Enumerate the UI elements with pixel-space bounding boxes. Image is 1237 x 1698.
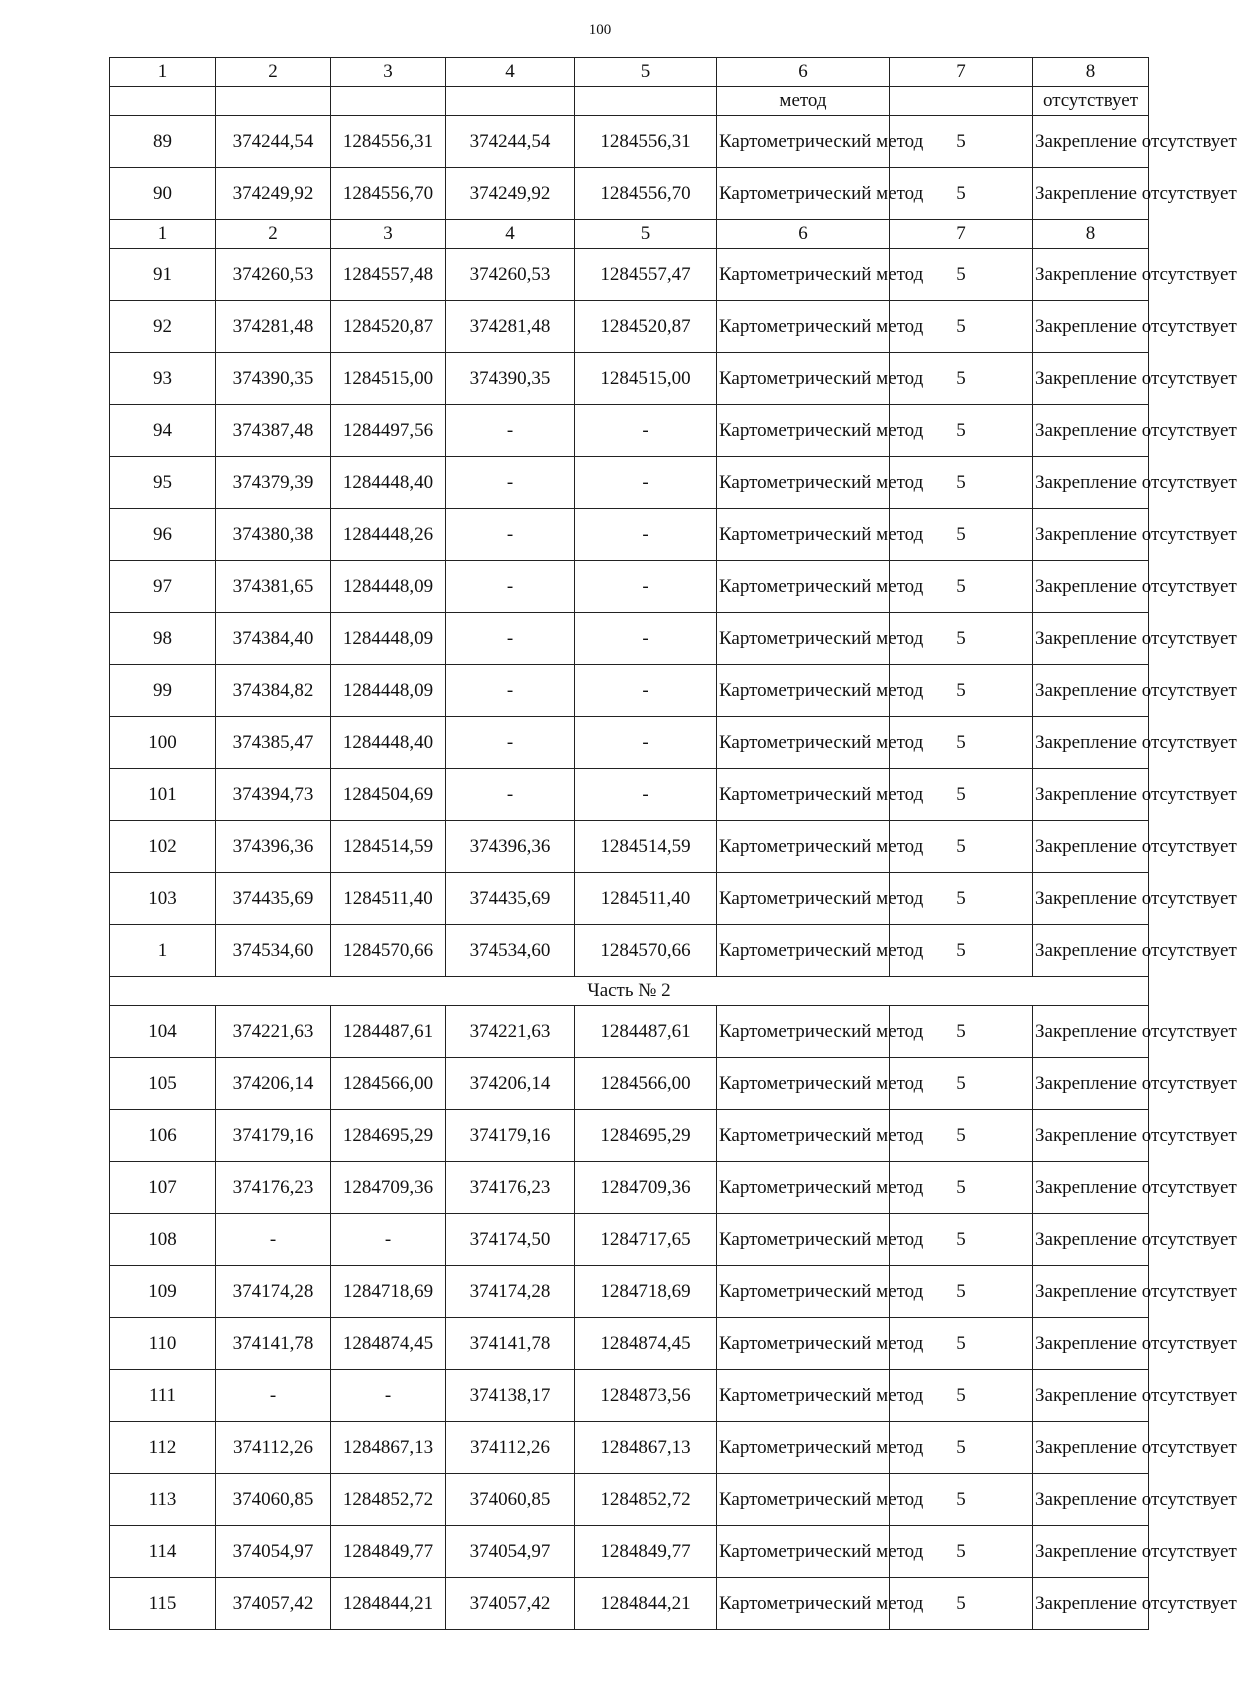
point-number-cell: 90 <box>110 168 216 220</box>
y-coordinate-cell: 1284849,77 <box>331 1526 446 1578</box>
y-coordinate-cell: 1284511,40 <box>575 873 717 925</box>
fixation-cell: Закрепление отсутствует <box>1033 301 1149 353</box>
table-row <box>110 821 1149 873</box>
y-coordinate-cell: 1284844,21 <box>575 1578 717 1630</box>
x-coordinate-cell: 374385,47 <box>216 717 331 769</box>
y-coordinate-cell: 1284695,29 <box>575 1110 717 1162</box>
x-coordinate-cell: 374384,82 <box>216 665 331 717</box>
continuation-cell: отсутствует <box>1033 87 1149 116</box>
point-number-cell: 94 <box>110 405 216 457</box>
method-cell: Картометрический метод <box>717 561 890 613</box>
fixation-cell: Закрепление отсутствует <box>1033 613 1149 665</box>
x-coordinate-cell: 374384,40 <box>216 613 331 665</box>
table-row <box>110 613 1149 665</box>
point-number-cell: 112 <box>110 1422 216 1474</box>
y-coordinate-cell: 1284556,70 <box>331 168 446 220</box>
fixation-cell: Закрепление отсутствует <box>1033 1422 1149 1474</box>
fixation-cell: Закрепление отсутствует <box>1033 1006 1149 1058</box>
accuracy-cell: 5 <box>890 168 1033 220</box>
point-number-cell: 95 <box>110 457 216 509</box>
coordinates-table <box>109 57 1237 1630</box>
y-coordinate-cell: - <box>575 509 717 561</box>
point-number-cell: 111 <box>110 1370 216 1422</box>
coordinates-table-body <box>110 58 1237 1630</box>
fixation-cell: Закрепление отсутствует <box>1033 1318 1149 1370</box>
y-coordinate-cell: 1284448,40 <box>331 457 446 509</box>
point-number-cell: 103 <box>110 873 216 925</box>
x-coordinate-cell: 374206,14 <box>216 1058 331 1110</box>
y-coordinate-cell: 1284709,36 <box>575 1162 717 1214</box>
x-coordinate-cell: 374112,26 <box>446 1422 575 1474</box>
y-coordinate-cell: - <box>575 613 717 665</box>
accuracy-cell: 5 <box>890 457 1033 509</box>
method-cell: Картометрический метод <box>717 821 890 873</box>
accuracy-cell: 5 <box>890 873 1033 925</box>
x-coordinate-cell: 374057,42 <box>446 1578 575 1630</box>
x-coordinate-cell: 374141,78 <box>216 1318 331 1370</box>
accuracy-cell: 5 <box>890 405 1033 457</box>
y-coordinate-cell: 1284520,87 <box>575 301 717 353</box>
fixation-cell: Закрепление отсутствует <box>1033 1058 1149 1110</box>
column-number-cell: 8 <box>1033 58 1149 87</box>
y-coordinate-cell: - <box>575 561 717 613</box>
method-cell: Картометрический метод <box>717 1422 890 1474</box>
x-coordinate-cell: - <box>446 509 575 561</box>
y-coordinate-cell: 1284514,59 <box>331 821 446 873</box>
column-number-cell: 5 <box>575 58 717 87</box>
column-number-cell: 2 <box>216 220 331 249</box>
x-coordinate-cell: 374176,23 <box>446 1162 575 1214</box>
point-number-cell: 101 <box>110 769 216 821</box>
accuracy-cell: 5 <box>890 249 1033 301</box>
column-number-cell: 2 <box>216 58 331 87</box>
x-coordinate-cell: 374249,92 <box>446 168 575 220</box>
point-number-cell: 104 <box>110 1006 216 1058</box>
x-coordinate-cell: 374060,85 <box>216 1474 331 1526</box>
y-coordinate-cell: 1284867,13 <box>331 1422 446 1474</box>
column-number-cell: 6 <box>717 220 890 249</box>
fixation-cell: Закрепление отсутствует <box>1033 925 1149 977</box>
y-coordinate-cell: 1284504,69 <box>331 769 446 821</box>
y-coordinate-cell: - <box>575 717 717 769</box>
x-coordinate-cell: - <box>446 665 575 717</box>
x-coordinate-cell: - <box>216 1370 331 1422</box>
point-number-cell: 93 <box>110 353 216 405</box>
accuracy-cell: 5 <box>890 1214 1033 1266</box>
column-number-cell: 7 <box>890 220 1033 249</box>
point-number-cell: 108 <box>110 1214 216 1266</box>
y-coordinate-cell: - <box>331 1370 446 1422</box>
fixation-cell: Закрепление отсутствует <box>1033 561 1149 613</box>
column-number-cell: 1 <box>110 58 216 87</box>
y-coordinate-cell: 1284849,77 <box>575 1526 717 1578</box>
fixation-cell: Закрепление отсутствует <box>1033 168 1149 220</box>
method-cell: Картометрический метод <box>717 925 890 977</box>
y-coordinate-cell: 1284515,00 <box>331 353 446 405</box>
method-cell: Картометрический метод <box>717 457 890 509</box>
x-coordinate-cell: 374174,28 <box>446 1266 575 1318</box>
point-number-cell: 109 <box>110 1266 216 1318</box>
method-cell: Картометрический метод <box>717 769 890 821</box>
x-coordinate-cell: 374221,63 <box>446 1006 575 1058</box>
y-coordinate-cell: 1284874,45 <box>575 1318 717 1370</box>
accuracy-cell: 5 <box>890 1474 1033 1526</box>
fixation-cell: Закрепление отсутствует <box>1033 1474 1149 1526</box>
continuation-row <box>110 87 1149 116</box>
fixation-cell: Закрепление отсутствует <box>1033 1110 1149 1162</box>
y-coordinate-cell: 1284566,00 <box>331 1058 446 1110</box>
point-number-cell: 110 <box>110 1318 216 1370</box>
point-number-cell: 102 <box>110 821 216 873</box>
accuracy-cell: 5 <box>890 1526 1033 1578</box>
column-number-cell: 4 <box>446 58 575 87</box>
x-coordinate-cell: - <box>446 457 575 509</box>
column-number-row <box>110 58 1149 87</box>
fixation-cell: Закрепление отсутствует <box>1033 665 1149 717</box>
column-number-row-repeat <box>110 220 1149 249</box>
y-coordinate-cell: 1284487,61 <box>331 1006 446 1058</box>
section-label: Часть № 2 <box>110 977 1149 1006</box>
continuation-cell <box>110 87 216 116</box>
x-coordinate-cell: 374380,38 <box>216 509 331 561</box>
continuation-cell <box>331 87 446 116</box>
fixation-cell: Закрепление отсутствует <box>1033 509 1149 561</box>
x-coordinate-cell: 374112,26 <box>216 1422 331 1474</box>
table-row <box>110 353 1149 405</box>
method-cell: Картометрический метод <box>717 168 890 220</box>
fixation-cell: Закрепление отсутствует <box>1033 405 1149 457</box>
method-cell: Картометрический метод <box>717 1370 890 1422</box>
accuracy-cell: 5 <box>890 1318 1033 1370</box>
x-coordinate-cell: - <box>446 613 575 665</box>
table-row <box>110 116 1149 168</box>
table-row <box>110 665 1149 717</box>
x-coordinate-cell: 374281,48 <box>446 301 575 353</box>
column-number-cell: 5 <box>575 220 717 249</box>
table-row <box>110 1006 1149 1058</box>
x-coordinate-cell: 374179,16 <box>446 1110 575 1162</box>
table-row <box>110 509 1149 561</box>
y-coordinate-cell: 1284448,09 <box>331 561 446 613</box>
method-cell: Картометрический метод <box>717 1526 890 1578</box>
x-coordinate-cell: 374179,16 <box>216 1110 331 1162</box>
table-row <box>110 1110 1149 1162</box>
method-cell: Картометрический метод <box>717 1110 890 1162</box>
table-row <box>110 1526 1149 1578</box>
y-coordinate-cell: 1284718,69 <box>575 1266 717 1318</box>
y-coordinate-cell: 1284448,26 <box>331 509 446 561</box>
x-coordinate-cell: 374534,60 <box>216 925 331 977</box>
point-number-cell: 97 <box>110 561 216 613</box>
x-coordinate-cell: 374206,14 <box>446 1058 575 1110</box>
column-number-cell: 8 <box>1033 220 1149 249</box>
x-coordinate-cell: - <box>216 1214 331 1266</box>
column-number-cell: 3 <box>331 58 446 87</box>
y-coordinate-cell: 1284873,56 <box>575 1370 717 1422</box>
table-row <box>110 1370 1149 1422</box>
method-cell: Картометрический метод <box>717 353 890 405</box>
table-row <box>110 873 1149 925</box>
method-cell: Картометрический метод <box>717 1578 890 1630</box>
method-cell: Картометрический метод <box>717 665 890 717</box>
y-coordinate-cell: 1284487,61 <box>575 1006 717 1058</box>
y-coordinate-cell: 1284511,40 <box>331 873 446 925</box>
x-coordinate-cell: 374054,97 <box>216 1526 331 1578</box>
method-cell: Картометрический метод <box>717 405 890 457</box>
table-row <box>110 561 1149 613</box>
y-coordinate-cell: 1284718,69 <box>331 1266 446 1318</box>
continuation-cell: метод <box>717 87 890 116</box>
table-row <box>110 405 1149 457</box>
table-row <box>110 1214 1149 1266</box>
fixation-cell: Закрепление отсутствует <box>1033 1266 1149 1318</box>
method-cell: Картометрический метод <box>717 717 890 769</box>
y-coordinate-cell: 1284709,36 <box>331 1162 446 1214</box>
point-number-cell: 105 <box>110 1058 216 1110</box>
accuracy-cell: 5 <box>890 769 1033 821</box>
accuracy-cell: 5 <box>890 1162 1033 1214</box>
y-coordinate-cell: 1284570,66 <box>575 925 717 977</box>
table-row <box>110 1266 1149 1318</box>
x-coordinate-cell: 374260,53 <box>216 249 331 301</box>
x-coordinate-cell: 374534,60 <box>446 925 575 977</box>
point-number-cell: 98 <box>110 613 216 665</box>
column-number-cell: 4 <box>446 220 575 249</box>
x-coordinate-cell: 374260,53 <box>446 249 575 301</box>
fixation-cell: Закрепление отсутствует <box>1033 717 1149 769</box>
accuracy-cell: 5 <box>890 821 1033 873</box>
fixation-cell: Закрепление отсутствует <box>1033 457 1149 509</box>
y-coordinate-cell: - <box>575 457 717 509</box>
y-coordinate-cell: 1284867,13 <box>575 1422 717 1474</box>
y-coordinate-cell: 1284557,47 <box>575 249 717 301</box>
y-coordinate-cell: 1284556,70 <box>575 168 717 220</box>
method-cell: Картометрический метод <box>717 1214 890 1266</box>
x-coordinate-cell: - <box>446 561 575 613</box>
point-number-cell: 89 <box>110 116 216 168</box>
table-row <box>110 769 1149 821</box>
y-coordinate-cell: 1284448,09 <box>331 613 446 665</box>
accuracy-cell: 5 <box>890 353 1033 405</box>
x-coordinate-cell: 374221,63 <box>216 1006 331 1058</box>
fixation-cell: Закрепление отсутствует <box>1033 821 1149 873</box>
accuracy-cell: 5 <box>890 561 1033 613</box>
x-coordinate-cell: 374138,17 <box>446 1370 575 1422</box>
table-row <box>110 925 1149 977</box>
accuracy-cell: 5 <box>890 925 1033 977</box>
x-coordinate-cell: 374057,42 <box>216 1578 331 1630</box>
x-coordinate-cell: 374244,54 <box>446 116 575 168</box>
y-coordinate-cell: - <box>575 769 717 821</box>
x-coordinate-cell: 374244,54 <box>216 116 331 168</box>
y-coordinate-cell: 1284520,87 <box>331 301 446 353</box>
point-number-cell: 106 <box>110 1110 216 1162</box>
x-coordinate-cell: 374141,78 <box>446 1318 575 1370</box>
point-number-cell: 115 <box>110 1578 216 1630</box>
x-coordinate-cell: 374249,92 <box>216 168 331 220</box>
accuracy-cell: 5 <box>890 717 1033 769</box>
fixation-cell: Закрепление отсутствует <box>1033 873 1149 925</box>
x-coordinate-cell: 374060,85 <box>446 1474 575 1526</box>
column-number-cell: 1 <box>110 220 216 249</box>
y-coordinate-cell: - <box>331 1214 446 1266</box>
table-row <box>110 1422 1149 1474</box>
x-coordinate-cell: 374174,50 <box>446 1214 575 1266</box>
table-row <box>110 1578 1149 1630</box>
accuracy-cell: 5 <box>890 1110 1033 1162</box>
column-number-cell: 7 <box>890 58 1033 87</box>
method-cell: Картометрический метод <box>717 1318 890 1370</box>
accuracy-cell: 5 <box>890 301 1033 353</box>
column-number-cell: 3 <box>331 220 446 249</box>
fixation-cell: Закрепление отсутствует <box>1033 249 1149 301</box>
accuracy-cell: 5 <box>890 116 1033 168</box>
method-cell: Картометрический метод <box>717 873 890 925</box>
y-coordinate-cell: 1284844,21 <box>331 1578 446 1630</box>
y-coordinate-cell: 1284695,29 <box>331 1110 446 1162</box>
accuracy-cell: 5 <box>890 1370 1033 1422</box>
x-coordinate-cell: 374379,39 <box>216 457 331 509</box>
accuracy-cell: 5 <box>890 1578 1033 1630</box>
x-coordinate-cell: 374435,69 <box>216 873 331 925</box>
table-row <box>110 1162 1149 1214</box>
y-coordinate-cell: 1284852,72 <box>331 1474 446 1526</box>
method-cell: Картометрический метод <box>717 1058 890 1110</box>
method-cell: Картометрический метод <box>717 301 890 353</box>
fixation-cell: Закрепление отсутствует <box>1033 353 1149 405</box>
x-coordinate-cell: 374435,69 <box>446 873 575 925</box>
x-coordinate-cell: 374281,48 <box>216 301 331 353</box>
accuracy-cell: 5 <box>890 613 1033 665</box>
table-row <box>110 168 1149 220</box>
point-number-cell: 107 <box>110 1162 216 1214</box>
y-coordinate-cell: - <box>575 665 717 717</box>
point-number-cell: 100 <box>110 717 216 769</box>
point-number-cell: 91 <box>110 249 216 301</box>
method-cell: Картометрический метод <box>717 1474 890 1526</box>
table-row <box>110 301 1149 353</box>
y-coordinate-cell: 1284448,09 <box>331 665 446 717</box>
accuracy-cell: 5 <box>890 665 1033 717</box>
method-cell: Картометрический метод <box>717 116 890 168</box>
point-number-cell: 113 <box>110 1474 216 1526</box>
x-coordinate-cell: 374381,65 <box>216 561 331 613</box>
y-coordinate-cell: - <box>575 405 717 457</box>
method-cell: Картометрический метод <box>717 613 890 665</box>
point-number-cell: 99 <box>110 665 216 717</box>
y-coordinate-cell: 1284497,56 <box>331 405 446 457</box>
method-cell: Картометрический метод <box>717 1006 890 1058</box>
table-row <box>110 1318 1149 1370</box>
x-coordinate-cell: - <box>446 405 575 457</box>
fixation-cell: Закрепление отсутствует <box>1033 1370 1149 1422</box>
fixation-cell: Закрепление отсутствует <box>1033 769 1149 821</box>
table-row <box>110 249 1149 301</box>
accuracy-cell: 5 <box>890 1058 1033 1110</box>
y-coordinate-cell: 1284717,65 <box>575 1214 717 1266</box>
y-coordinate-cell: 1284557,48 <box>331 249 446 301</box>
y-coordinate-cell: 1284852,72 <box>575 1474 717 1526</box>
y-coordinate-cell: 1284515,00 <box>575 353 717 405</box>
y-coordinate-cell: 1284570,66 <box>331 925 446 977</box>
fixation-cell: Закрепление отсутствует <box>1033 1162 1149 1214</box>
point-number-cell: 114 <box>110 1526 216 1578</box>
x-coordinate-cell: - <box>446 769 575 821</box>
accuracy-cell: 5 <box>890 1266 1033 1318</box>
y-coordinate-cell: 1284448,40 <box>331 717 446 769</box>
y-coordinate-cell: 1284556,31 <box>575 116 717 168</box>
fixation-cell: Закрепление отсутствует <box>1033 1578 1149 1630</box>
accuracy-cell: 5 <box>890 1422 1033 1474</box>
y-coordinate-cell: 1284874,45 <box>331 1318 446 1370</box>
fixation-cell: Закрепление отсутствует <box>1033 1214 1149 1266</box>
method-cell: Картометрический метод <box>717 509 890 561</box>
x-coordinate-cell: 374394,73 <box>216 769 331 821</box>
y-coordinate-cell: 1284556,31 <box>331 116 446 168</box>
continuation-cell <box>216 87 331 116</box>
x-coordinate-cell: 374396,36 <box>446 821 575 873</box>
x-coordinate-cell: 374390,35 <box>446 353 575 405</box>
point-number-cell: 92 <box>110 301 216 353</box>
fixation-cell: Закрепление отсутствует <box>1033 116 1149 168</box>
x-coordinate-cell: 374387,48 <box>216 405 331 457</box>
x-coordinate-cell: 374390,35 <box>216 353 331 405</box>
point-number-cell: 96 <box>110 509 216 561</box>
x-coordinate-cell: 374054,97 <box>446 1526 575 1578</box>
section-row <box>110 977 1149 1006</box>
y-coordinate-cell: 1284566,00 <box>575 1058 717 1110</box>
accuracy-cell: 5 <box>890 1006 1033 1058</box>
table-row <box>110 717 1149 769</box>
x-coordinate-cell: - <box>446 717 575 769</box>
method-cell: Картометрический метод <box>717 249 890 301</box>
y-coordinate-cell: 1284514,59 <box>575 821 717 873</box>
table-row <box>110 1058 1149 1110</box>
table-row <box>110 457 1149 509</box>
fixation-cell: Закрепление отсутствует <box>1033 1526 1149 1578</box>
point-number-cell: 1 <box>110 925 216 977</box>
x-coordinate-cell: 374174,28 <box>216 1266 331 1318</box>
continuation-cell <box>890 87 1033 116</box>
column-number-cell: 6 <box>717 58 890 87</box>
accuracy-cell: 5 <box>890 509 1033 561</box>
table-row <box>110 1474 1149 1526</box>
continuation-cell <box>446 87 575 116</box>
method-cell: Картометрический метод <box>717 1162 890 1214</box>
x-coordinate-cell: 374176,23 <box>216 1162 331 1214</box>
page-number: 100 <box>588 22 612 38</box>
method-cell: Картометрический метод <box>717 1266 890 1318</box>
x-coordinate-cell: 374396,36 <box>216 821 331 873</box>
continuation-cell <box>575 87 717 116</box>
